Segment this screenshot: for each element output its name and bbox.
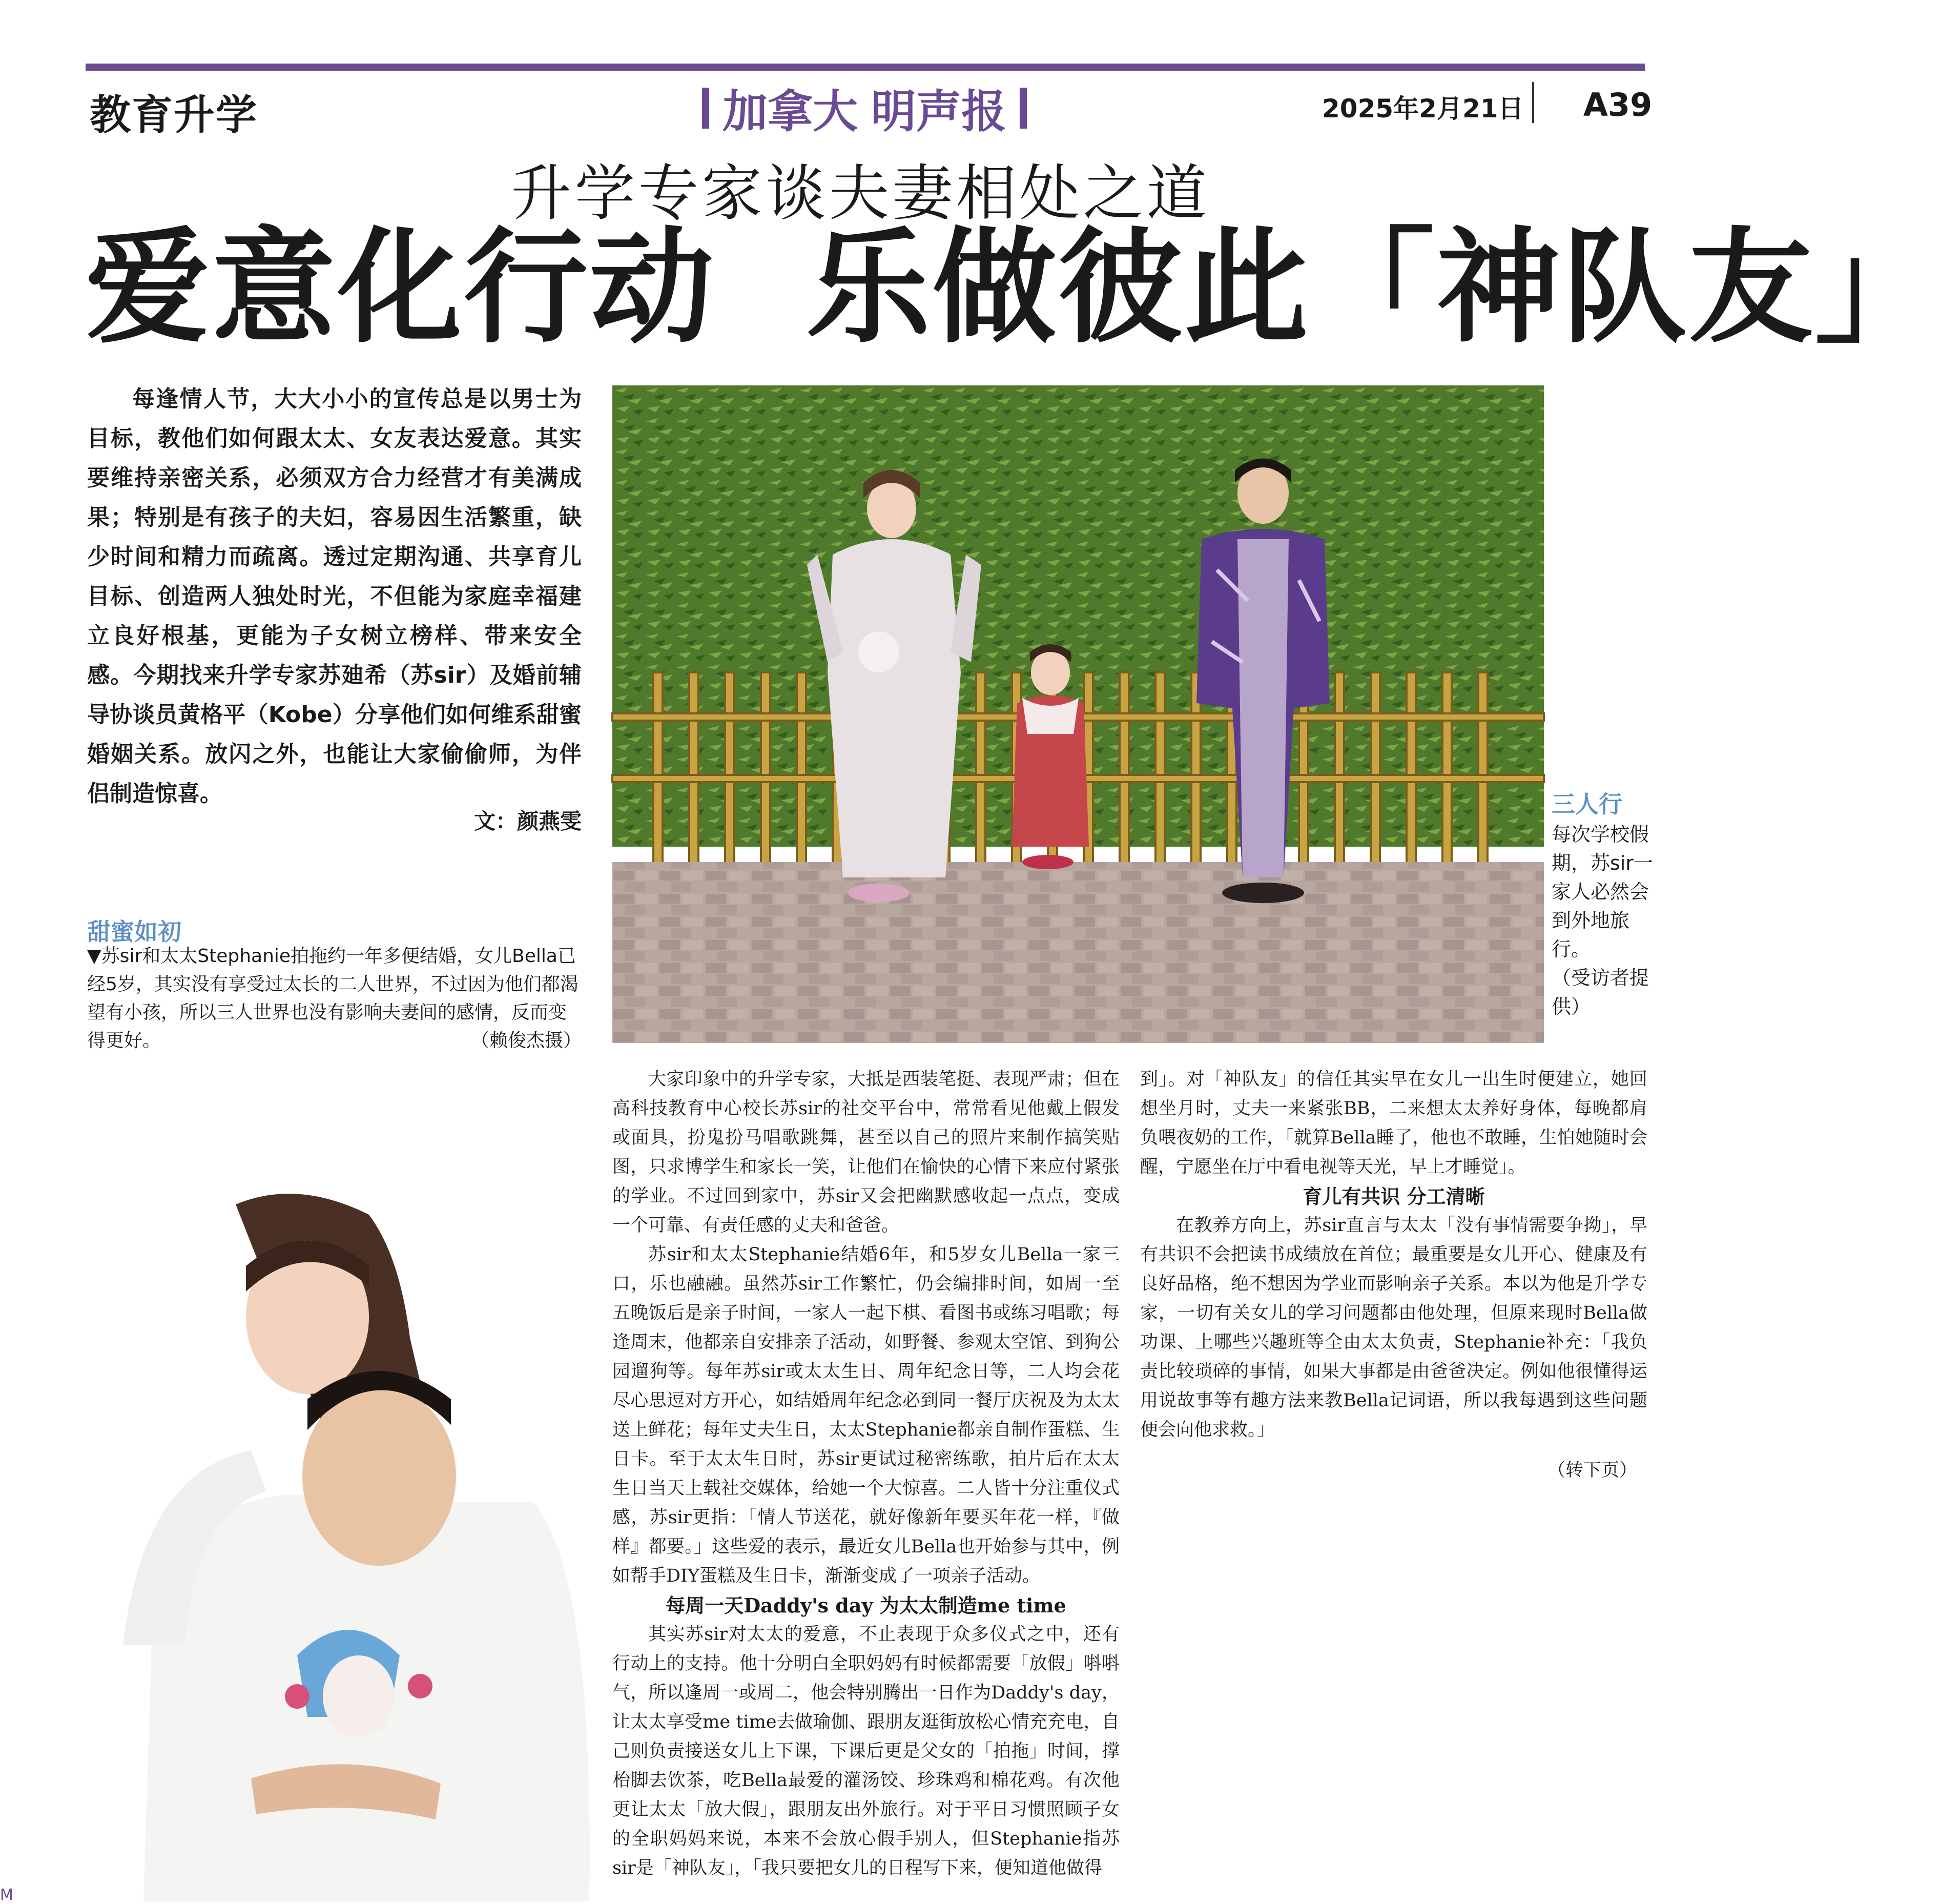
body-paragraph: 在教养方向上，苏sir直言与太太「没有事情需要争拗」，早有共识不会把读书成绩放在首位；最重要是女儿开心、健康及有良好品格，绝不想因为学业而影响亲子关系。本以为他是升学专家，一切有关女儿的学习问题都由他处理，但原来现时Bella做功课、上哪些兴趣班等全由太太负责，Stephanie补充：「我负责比较琐碎的事情，如果大事都是由爸爸决定。例如他很懂得运用说故事等有趣方法来教Bella记词语，所以我每遇到这些问题便会向他求救。」 <box>1140 1215 1647 1440</box>
masthead-bar-left <box>702 88 709 129</box>
paper-region: 加拿大 <box>722 85 858 138</box>
article-column-2 <box>1140 1065 1647 1485</box>
caption-family-credit: （受访者提供） <box>1552 967 1649 1018</box>
section-title: 教育升学 <box>90 91 258 139</box>
section-subtitle: 每周一天Daddy's day 为太太制造me time <box>666 1594 1066 1617</box>
paper-name: 明声报 <box>871 85 1007 138</box>
paper-masthead <box>702 76 1027 140</box>
article-column-1 <box>612 1065 1120 1883</box>
caption-family <box>1552 788 1654 1021</box>
body-paragraph: 大家印象中的升学专家，大抵是西装笔挺、表现严肃；但在高科技教育中心校长苏sir的社交平台中，常常看见他戴上假发或面具，扮鬼扮马唱歌跳舞，甚至以自己的照片来制作搞笑贴图，只求博学生和家长一笑，让他们在愉快的心情下来应付紧张的学业。不过回到家中，苏sir又会把幽默感收起一点点，变成一个可靠、有责任感的丈夫和爸爸。 <box>612 1069 1120 1236</box>
continued-marker: （转下页） <box>1547 1460 1637 1481</box>
issue-date: 2025年2月21日 <box>1322 94 1524 124</box>
intro-paragraph <box>87 379 582 813</box>
header-divider <box>1532 82 1534 123</box>
headline: 爱意化行动 乐做彼此「神队友」 <box>86 215 1941 360</box>
section-subtitle: 育儿有共识 分工清晰 <box>1303 1185 1485 1208</box>
corner-mark: M <box>0 1886 13 1904</box>
body-paragraph-continued: 到」。对「神队友」的信任其实早在女儿一出生时便建立，她回想坐月时，丈夫一来紧张BB，二来想太太养好身体，每晚都肩负喂夜奶的工作，「就算Bella睡了，他也不敢睡，生怕她随时会醒，宁愿坐在厅中看电视等天光，早上才睡觉」。 <box>1140 1069 1647 1177</box>
body-paragraph: 其实苏sir对太太的爱意，不止表现于众多仪式之中，还有行动上的支持。他十分明白全职妈妈有时候都需要「放假」唞唞气，所以逢周一或周二，他会特别腾出一日作为Daddy's day，让太太享受me time去做瑜伽、跟朋友逛街放松心情充充电，自己则负责接送女儿上下课，下课后更是父女的「拍拖」时间，撑枱脚去饮茶，吃Bella最爱的灌汤饺、珍珠鸡和棉花鸡。有次他更让太太「放大假」，跟朋友出外旅行。对于平日习惯照顾子女的全职妈妈来说，本来不会放心假手别人，但Stephanie指苏sir是「神队友」，「我只要把女儿的日程写下来，便知道他做得 <box>612 1624 1120 1878</box>
family-photo <box>612 385 1544 1043</box>
subheadline: 升学专家谈夫妻相处之道 <box>511 158 1210 229</box>
caption-couple-title: 甜蜜如初 <box>87 918 181 946</box>
masthead-bar-right <box>1020 88 1027 129</box>
caption-family-text: 每次学校假期，苏sir一家人必然会到外地旅行。 <box>1552 823 1653 960</box>
page-number: A39 <box>1583 86 1653 124</box>
couple-photo <box>82 1184 594 1901</box>
caption-couple-credit: （赖俊杰摄） <box>470 1030 582 1051</box>
body-paragraph: 苏sir和太太Stephanie结婚6年，和5岁女儿Bella一家三口，乐也融融。虽然苏sir工作繁忙，仍会编排时间，如周一至五晚饭后是亲子时间，一家人一起下棋、看图书或练习唱歌；每逢周末，他都亲自安排亲子活动，如野餐、参观太空馆、到狗公园遛狗等。每年苏sir或太太生日、周年纪念日等，二人均会花尽心思逗对方开心，如结婚周年纪念必到同一餐厅庆祝及为太太送上鲜花；每年丈夫生日，太太Stephanie都亲自制作蛋糕、生日卡。至于太太生日时，苏sir更试过秘密练歌，拍片后在太太生日当天上载社交媒体，给她一个大惊喜。二人皆十分注重仪式感，苏sir更指：「情人节送花，就好像新年要买年花一样，『做样』都要。」这些爱的表示，最近女儿Bella也开始参与其中，例如帮手DIY蛋糕及生日卡，渐渐变成了一项亲子活动。 <box>612 1244 1120 1586</box>
caption-couple <box>87 942 582 1055</box>
header-rule <box>86 64 1645 71</box>
caption-couple-text: ▼苏sir和太太Stephanie拍拖约一年多便结婚，女儿Bella已经5岁，其实没有享受过太长的二人世界，不过因为他们都渴望有小孩，所以三人世界也没有影响夫妻间的感情，反而变得更好。 <box>87 946 579 1051</box>
byline: 文：颜燕雯 <box>473 809 582 834</box>
intro-text: 每逢情人节，大大小小的宣传总是以男士为目标，教他们如何跟太太、女友表达爱意。其实要维持亲密关系，必须双方合力经营才有美满成果；特别是有孩子的夫妇，容易因生活繁重，缺少时间和精力而疏离。透过定期沟通、共享育儿目标、创造两人独处时光，不但能为家庭幸福建立良好根基，更能为子女树立榜样、带来安全感。今期找来升学专家苏廸希（苏sir）及婚前辅导协谈员黄格平（Kobe）分享他们如何维系甜蜜婚姻关系。放闪之外，也能让大家偷偷师，为伴侣制造惊喜。 <box>87 386 582 807</box>
caption-family-title: 三人行 <box>1552 790 1622 818</box>
